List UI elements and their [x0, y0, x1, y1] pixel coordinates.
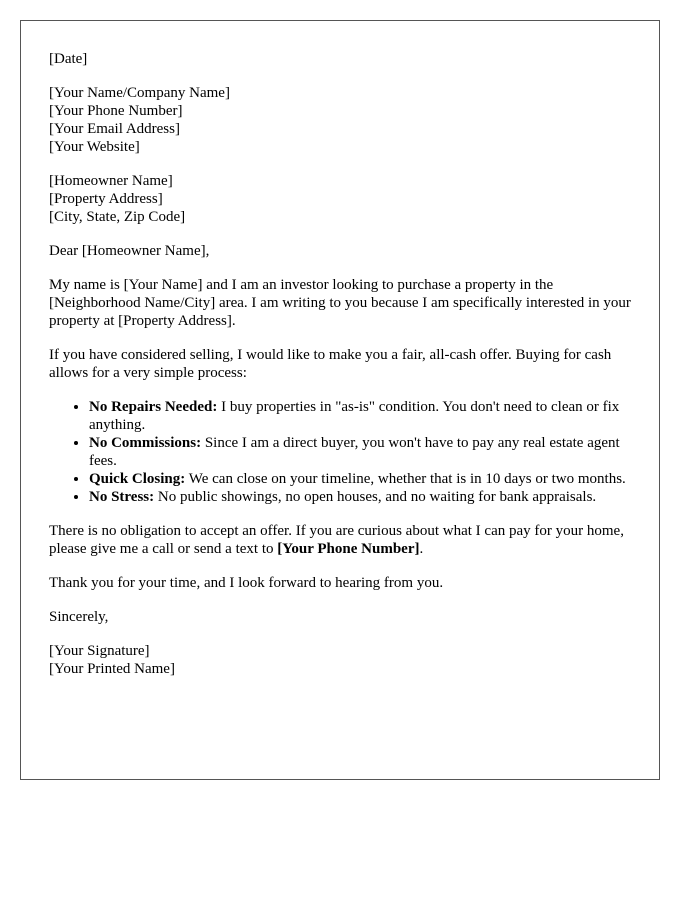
- sender-email: [Your Email Address]: [49, 121, 180, 137]
- benefit-text: I buy properties in "as-is" condition. You don't need to clean or fix anything.: [89, 399, 620, 433]
- benefit-item-closing: [89, 470, 631, 488]
- recipient-city-state-zip: [City, State, Zip Code]: [49, 209, 186, 225]
- sender-name: [Your Name/Company Name]: [49, 85, 230, 101]
- letter-page: [20, 20, 660, 780]
- sender-block: [49, 84, 631, 156]
- benefit-title: No Repairs Needed:: [89, 399, 218, 415]
- thanks-paragraph: Thank you for your time, and I look forward to hearing from you.: [49, 575, 444, 591]
- benefits-list: [49, 398, 631, 506]
- intro-paragraph: My name is [Your Name] and I am an investor looking to purchase a property in the [Neighborhood Name/City] area. I am writing to you because I am specifically interested in your property at [Property Address].: [49, 277, 631, 329]
- date-block: [49, 50, 631, 68]
- salutation: Dear [Homeowner Name],: [49, 243, 210, 259]
- cta-phone: [Your Phone Number]: [277, 541, 420, 557]
- cta-end: .: [419, 541, 424, 557]
- benefit-title: No Commissions:: [89, 435, 202, 451]
- benefit-text: We can close on your timeline, whether that is in 10 days or two months.: [185, 471, 626, 487]
- recipient-block: [49, 172, 631, 226]
- recipient-name: [Homeowner Name]: [49, 173, 173, 189]
- sender-website: [Your Website]: [49, 139, 140, 155]
- benefit-item-stress: [89, 488, 631, 506]
- benefit-text: No public showings, no open houses, and no waiting for bank appraisals.: [154, 489, 597, 505]
- benefit-text: Since I am a direct buyer, you won't have to pay any real estate agent fees.: [89, 435, 620, 469]
- printed-name: [Your Printed Name]: [49, 661, 175, 677]
- letter-date: [Date]: [49, 51, 88, 67]
- recipient-address: [Property Address]: [49, 191, 163, 207]
- cta-paragraph: [49, 522, 631, 558]
- closing: Sincerely,: [49, 609, 109, 625]
- signature-line: [Your Signature]: [49, 643, 150, 659]
- benefit-item-commissions: [89, 434, 631, 470]
- cta-text: There is no obligation to accept an offer. If you are curious about what I can pay for your home, please give me a call or send a text to: [49, 523, 624, 557]
- offer-paragraph: If you have considered selling, I would like to make you a fair, all-cash offer. Buying for cash allows for a very simple process:: [49, 347, 612, 381]
- benefit-item-repairs: [89, 398, 631, 434]
- sender-phone: [Your Phone Number]: [49, 103, 183, 119]
- benefit-title: Quick Closing:: [89, 471, 186, 487]
- benefit-title: No Stress:: [89, 489, 155, 505]
- signature-block: [49, 642, 631, 678]
